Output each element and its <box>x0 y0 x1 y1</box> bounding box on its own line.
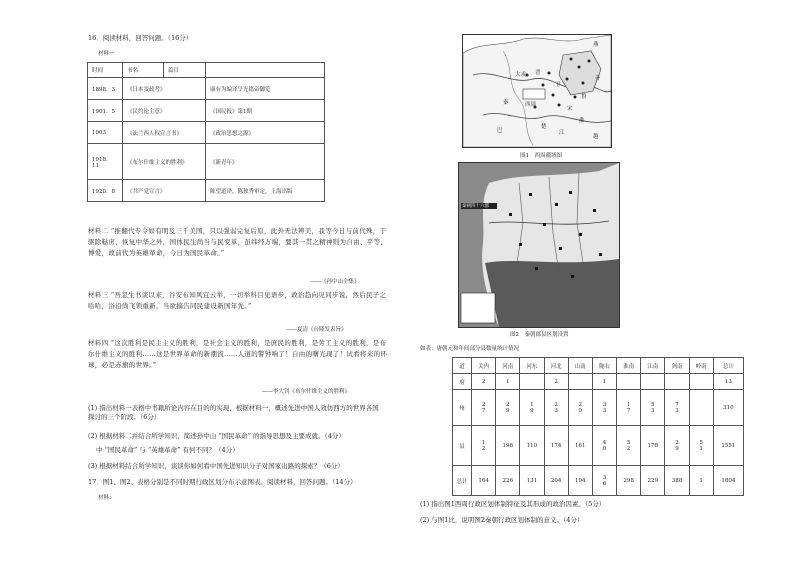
header-cell: 江南 <box>641 358 665 374</box>
header-cell: 山南 <box>568 358 592 374</box>
table-header-row <box>453 358 744 374</box>
row-label: 总计 <box>453 466 472 496</box>
table-cell: 2 <box>472 374 496 390</box>
table-cell: 5 1 <box>689 426 713 466</box>
table-cell: 2 7 <box>472 390 496 426</box>
q16-question-2b: 中 “国民革命” 与 “英雄革命” 有何不同？（4分） <box>96 446 239 454</box>
table-cell: 2 9 <box>496 390 520 426</box>
time-cell: 1918．11 <box>88 144 123 180</box>
map-label: 越 <box>593 134 599 140</box>
table-row <box>453 426 744 466</box>
q16-question-1: (1) 指出材料一表格中书籍所论内容在目的的实现，根据材料一，概述先进中国人效仿西方的世界各国探讨的三个阶段。（6分） <box>88 404 379 421</box>
map-label: 大戎 <box>515 72 527 78</box>
table-cell: 2 9 <box>665 426 689 466</box>
material-3-source: ——夏清《台隆发表旨》 <box>286 327 347 333</box>
table-cell <box>568 374 592 390</box>
time-cell: 1901．5 <box>88 100 123 122</box>
tang-county-table <box>452 357 744 496</box>
fig1-caption: 图1 西周疆域图 <box>520 153 562 159</box>
fig1-map-drawing <box>463 35 611 147</box>
table-cell: 178 <box>641 426 665 466</box>
table-cell: 1 <box>689 466 713 496</box>
fig2-qin-map <box>458 162 620 328</box>
table-cell: 161 <box>568 426 592 466</box>
table-row <box>88 180 325 202</box>
header-cell: 河北 <box>544 358 568 374</box>
table-row <box>88 78 325 100</box>
table-cell: 388 <box>665 466 689 496</box>
map-label: 巴 <box>497 128 503 134</box>
map-label: 晋 <box>535 70 541 76</box>
table-cell: 226 <box>496 466 520 496</box>
table-cell <box>641 374 665 390</box>
note-cell: 康有为编译呈光绪帝御览 <box>206 78 325 100</box>
header-cell: 岭南 <box>689 358 713 374</box>
table-cell: 204 <box>544 466 568 496</box>
map-label: 淮 <box>579 118 585 124</box>
header-cell: 总计 <box>713 358 743 374</box>
q17-heading: 17．图1、图2、表格分别是不同时期行政区划分布示意图表。阅读材料，回答问题。（14分） <box>88 478 357 486</box>
table-cell: 4 0 <box>592 426 616 466</box>
header-cell: 河东 <box>520 358 544 374</box>
q17-material-label: 材料： <box>98 495 115 501</box>
map-label: 鲁 <box>581 94 587 100</box>
table-cell: 1 7 <box>617 390 641 426</box>
table-cell: 1551 <box>713 426 743 466</box>
time-cell: 1903 <box>88 122 123 144</box>
table-cell: 164 <box>472 466 496 496</box>
row-label: 府 <box>453 374 472 390</box>
table-cell: 174 <box>544 426 568 466</box>
table-cell <box>520 374 544 390</box>
table-cell: 1804 <box>713 466 743 496</box>
material-1-label: 材料一 <box>98 51 115 57</box>
table-cell: 194 <box>568 466 592 496</box>
map-label: 江 <box>559 130 565 136</box>
table-cell: 7 3 <box>665 390 689 426</box>
table-cell: 131 <box>520 466 544 496</box>
header-cell: 剑南 <box>665 358 689 374</box>
header-cell: 书名 <box>123 63 164 78</box>
header-cell <box>206 63 325 78</box>
table-cell: 2 <box>544 374 568 390</box>
table-cell: 1 9 <box>520 390 544 426</box>
book-cell: 《民约论主意》 <box>123 100 206 122</box>
note-cell: 陈望道译，陈独秀审定，上海出版 <box>206 180 325 202</box>
table-cell: 2 3 <box>544 390 568 426</box>
fig1-western-zhou-map <box>462 34 612 148</box>
table-cell <box>689 374 713 390</box>
header-cell: 时间 <box>88 63 123 78</box>
header-cell: 篇目 <box>164 63 206 78</box>
table-cell: 1 <box>496 374 520 390</box>
table-cell: 5 2 <box>617 426 641 466</box>
table-cell: 2 9 <box>568 390 592 426</box>
material-2-text: 材料二 “推翻代专令如有明及三千美国，只以强弱完复后原，此外无法辨美，我等今日与前代殊，于驱除鞑虏、恢复中华之外，国体民生尚当与民变革，虽纬经万端，要其一贯之精神则为自由、平等、博爱，故前代为英雄革命，今日为国民革命。” <box>88 227 388 257</box>
table-cell: 5 3 <box>641 390 665 426</box>
map-label: 宋 <box>567 106 573 112</box>
time-cell: 1898．3 <box>88 78 123 100</box>
q16-question-2: (2) 根据材料二并结合所学知识，简述孙中山 “国民革命” 的指导思想及主要成就。（4分） <box>88 432 345 440</box>
material-3-text: 材料三 “吾忽生书谈以来，谷安布知风宜云举，一切举科目见语步，政治趋向见同步说，然后民子之哈哈，浴沿尚飞领重新，当欲摘告同民建设新国年先。” <box>88 291 387 310</box>
table-row <box>88 100 325 122</box>
table-cell: 3 3 <box>592 390 616 426</box>
q17-question-1: (1) 指出图1西周行政区划体制特征及其形成的政治因素。（5分） <box>420 500 606 508</box>
table-cell: 13 <box>713 374 743 390</box>
table-cell: 1 2 <box>472 426 496 466</box>
q16-heading: 16．阅读材料，回答问题。（16分） <box>88 34 193 42</box>
table-cell: 229 <box>641 466 665 496</box>
table-cell: 196 <box>496 426 520 466</box>
q17-question-2: (2) 与图1比，说明图2秦朝行政区划体制的意义。（4分） <box>420 516 584 524</box>
book-cell: 《法兰西人权宣言书》 <box>123 122 206 144</box>
material-4-source: ——李大钊《布尔什维主义的胜利》 <box>262 389 351 395</box>
map-label: 楚 <box>541 124 547 130</box>
table-row <box>88 122 325 144</box>
header-cell: 陇右 <box>592 358 616 374</box>
table-row <box>453 374 744 390</box>
row-label: 州 <box>453 390 472 426</box>
material-1-table <box>87 62 325 202</box>
note-cell: 《新青年》 <box>206 144 325 180</box>
map-label: 西周 <box>525 102 537 108</box>
fig2-map-drawing <box>459 163 619 327</box>
book-cell: 《日本变政考》 <box>123 78 206 100</box>
table-cell: 310 <box>713 390 743 426</box>
map-label: 齐 <box>595 76 601 82</box>
table-row <box>453 466 744 496</box>
fig2-caption: 图2 秦朝郡县区划设置 <box>510 332 569 338</box>
header-cell: 关内 <box>472 358 496 374</box>
q16-question-3: (3) 根据材料结合所学知识，谈谈你如何看中国先进知识分子对国家出路的探索？（6分） <box>88 462 344 470</box>
table-cell <box>689 390 713 426</box>
map-label: 燕 <box>593 42 599 48</box>
header-cell: 淮南 <box>617 358 641 374</box>
table-cell: 3 6 <box>592 466 616 496</box>
table-cell <box>665 374 689 390</box>
header-cell: 河南 <box>496 358 520 374</box>
table-row <box>453 390 744 426</box>
table-row <box>88 144 325 180</box>
material-2-source: ——《孙中山全集》 <box>310 279 360 285</box>
table-cell <box>617 374 641 390</box>
header-cell: 道 <box>453 358 472 374</box>
table-cell: 1 <box>592 374 616 390</box>
table2-title: 如表：唐朝元和年间部分县数量统计情况 <box>420 346 520 352</box>
map-label: 卫 <box>555 82 561 88</box>
time-cell: 1920．8 <box>88 180 123 202</box>
fig2-inset-title: 秦朝四十六郡 <box>462 204 489 209</box>
table-cell: 110 <box>520 426 544 466</box>
table-cell: 298 <box>617 466 641 496</box>
note-cell: 《国民报》第1期 <box>206 100 325 122</box>
row-label: 县 <box>453 426 472 466</box>
table-header-row <box>88 63 325 78</box>
material-4-text: 材料四 “这次胜利是民主主义的胜利，是社会主义的胜利，是庶民的胜利，是劳工主义的胜利，是布尔什维主义的胜利……这是世界革命的新潮流……人道的警钟响了！自由的曙光现了！试看将来的环球，必是赤旗的世界。” <box>88 339 388 369</box>
book-cell: 《布尔什维主义的胜利》 <box>123 144 206 180</box>
book-cell: 《共产党宣言》 <box>123 180 206 202</box>
map-label: 秦 <box>503 100 509 106</box>
note-cell: 《政治思想之源》 <box>206 122 325 144</box>
